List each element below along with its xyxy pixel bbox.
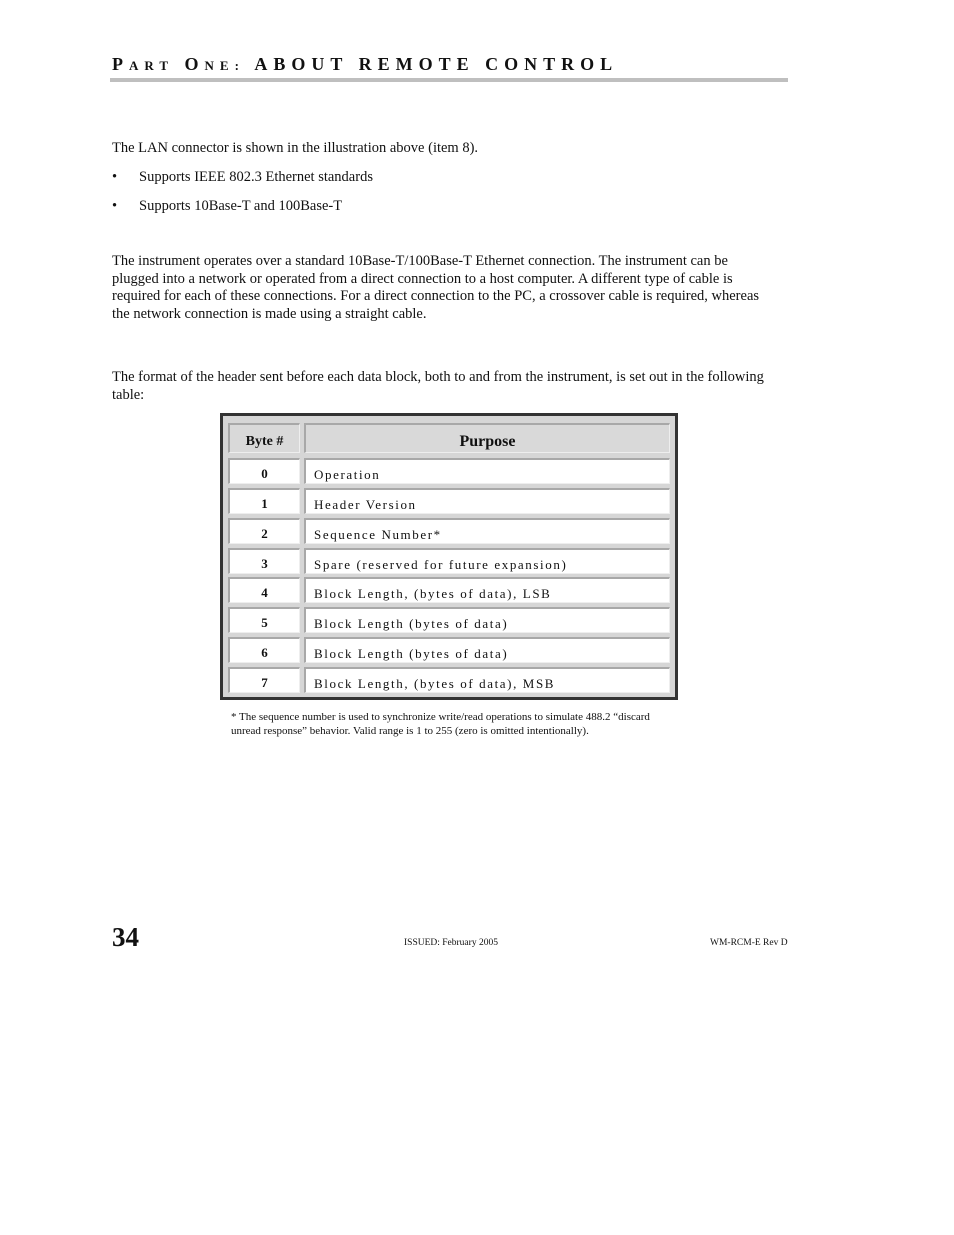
purpose-cell: Operation bbox=[304, 458, 670, 484]
byte-cell: 7 bbox=[228, 667, 300, 693]
header-one: NE: bbox=[204, 58, 245, 73]
document-id: WM-RCM-E Rev D bbox=[710, 938, 788, 948]
byte-cell: 6 bbox=[228, 637, 300, 663]
purpose-cell: Header Version bbox=[304, 488, 670, 514]
header-part: ART bbox=[129, 58, 174, 73]
format-paragraph: The format of the header sent before each data block, both to and from the instrument, is set out in the following table: bbox=[112, 369, 764, 403]
byte-cell: 3 bbox=[228, 548, 300, 574]
page-number: 34 bbox=[112, 922, 139, 952]
ethernet-paragraph: The instrument operates over a standard 10Base-T/100Base-T Ethernet connection. The instrument can be plugged into a network or operated from a direct connection to a host computer. A different type of cable is required for each of these connections. For a direct connection to the PC, a crossover cable is required, whereas the network connection is made using a straight cable. bbox=[112, 253, 760, 322]
purpose-cell: Block Length, (bytes of data), MSB bbox=[304, 667, 670, 693]
purpose-cell: Block Length (bytes of data) bbox=[304, 607, 670, 633]
intro-text: The LAN connector is shown in the illustration above (item 8). bbox=[112, 140, 479, 156]
purpose-cell: Sequence Number* bbox=[304, 518, 670, 544]
byte-cell: 5 bbox=[228, 607, 300, 633]
header-initial-o: O bbox=[184, 54, 205, 74]
bullet-item bbox=[112, 198, 342, 215]
column-header-purpose: Purpose bbox=[304, 423, 670, 453]
header-rule bbox=[110, 78, 788, 82]
issued-date: ISSUED: February 2005 bbox=[404, 938, 498, 948]
purpose-cell: Block Length (bytes of data) bbox=[304, 637, 670, 663]
column-header-byte: Byte # bbox=[228, 423, 300, 453]
purpose-cell: Spare (reserved for future expansion) bbox=[304, 548, 670, 574]
byte-cell: 4 bbox=[228, 577, 300, 603]
bullet-icon: • bbox=[112, 198, 118, 214]
byte-cell: 0 bbox=[228, 458, 300, 484]
header-title: ABOUT REMOTE CONTROL bbox=[254, 54, 619, 74]
page-header bbox=[112, 54, 618, 75]
purpose-cell: Block Length, (bytes of data), LSB bbox=[304, 577, 670, 603]
bullet-item bbox=[112, 169, 373, 186]
byte-cell: 1 bbox=[228, 488, 300, 514]
byte-cell: 2 bbox=[228, 518, 300, 544]
bullet-text: Supports 10Base-T and 100Base-T bbox=[139, 198, 343, 214]
table-footnote: * The sequence number is used to synchronize write/read operations to simulate 488.2 “discard unread response” behavior. Valid range is 1 to 255 (zero is omitted intentionally). bbox=[231, 711, 650, 737]
header-initial-p: P bbox=[112, 54, 129, 74]
bullet-icon: • bbox=[112, 169, 118, 185]
bullet-text: Supports IEEE 802.3 Ethernet standards bbox=[139, 169, 373, 185]
header-format-table bbox=[220, 413, 678, 700]
